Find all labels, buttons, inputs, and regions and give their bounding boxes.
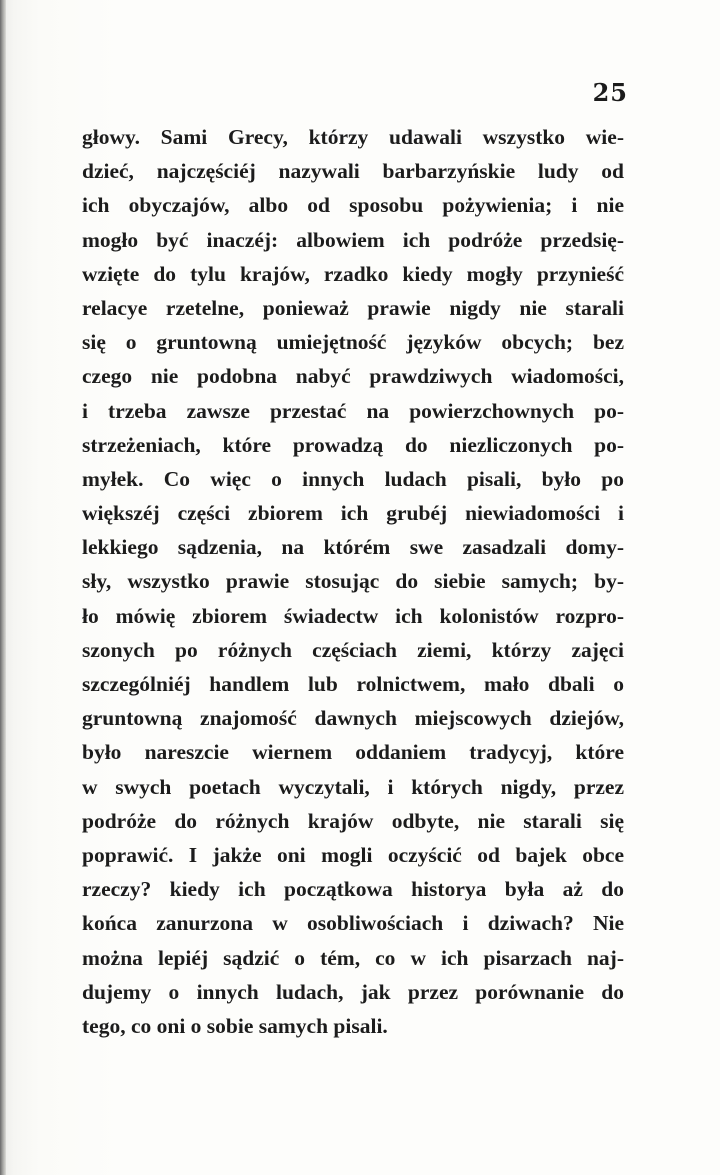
text-line: poprawić. I jakże oni mogli oczyścić od bajek obce: [82, 842, 624, 867]
text-line: myłek. Co więc o innych ludach pisali, było po: [82, 466, 624, 491]
text-line: gruntowną znajomość dawnych miejscowych dziejów,: [82, 706, 624, 731]
text-line: wzięte do tylu krajów, rzadko kiedy mogły przynieść: [82, 261, 624, 286]
text-line: w swych poetach wyczytali, i których nigdy, przez: [82, 774, 624, 799]
text-line: lekkiego sądzenia, na którém swe zasadzali domy-: [82, 535, 624, 560]
text-line: szonych po różnych częściach ziemi, którzy zajęci: [82, 637, 624, 662]
text-line: mogło być inaczéj: albowiem ich podróże przedsię-: [82, 227, 624, 252]
text-line: ich obyczajów, albo od sposobu pożywienia; i nie: [82, 193, 624, 218]
text-line: się o gruntowną umiejętność języków obcych; bez: [82, 330, 624, 355]
text-line: ło mówię zbiorem świadectw ich kolonistów rozpro-: [82, 603, 624, 628]
text-line: końca zanurzona w osobliwościach i dziwach? Nie: [82, 911, 624, 936]
text-line: tego, co oni o sobie samych pisali.: [82, 1013, 388, 1038]
page-number: 25: [592, 78, 628, 107]
text-line: rzeczy? kiedy ich początkowa historya była aż do: [82, 877, 624, 902]
text-line: większéj części zbiorem ich grubéj niewiadomości i: [82, 501, 624, 526]
text-line: podróże do różnych krajów odbyte, nie starali się: [82, 808, 624, 833]
text-line: głowy. Sami Grecy, którzy udawali wszystko wie-: [82, 125, 624, 149]
text-line: dzieć, najczęściéj nazywali barbarzyńskie ludy od: [82, 159, 624, 184]
text-line: czego nie podobna nabyć prawdziwych wiadomości,: [82, 364, 624, 389]
body-text: [82, 120, 624, 1043]
binding-edge: [0, 0, 6, 1175]
text-line: dujemy o innych ludach, jak przez porównanie do: [82, 979, 624, 1004]
text-line: strzeżeniach, które prowadzą do niezliczonych po-: [82, 432, 624, 457]
text-line: relacye rzetelne, ponieważ prawie nigdy nie starali: [82, 295, 624, 320]
text-line: sły, wszystko prawie stosując do siebie samych; by-: [82, 569, 624, 594]
text-line: szczególniéj handlem lub rolnictwem, mało dbali o: [82, 672, 624, 696]
text-line: można lepiéj sądzić o tém, co w ich pisarzach naj-: [82, 945, 624, 970]
text-line: było nareszcie wiernem oddaniem tradycyj, które: [82, 740, 624, 765]
text-line: i trzeba zawsze przestać na powierzchownych po-: [82, 398, 624, 423]
